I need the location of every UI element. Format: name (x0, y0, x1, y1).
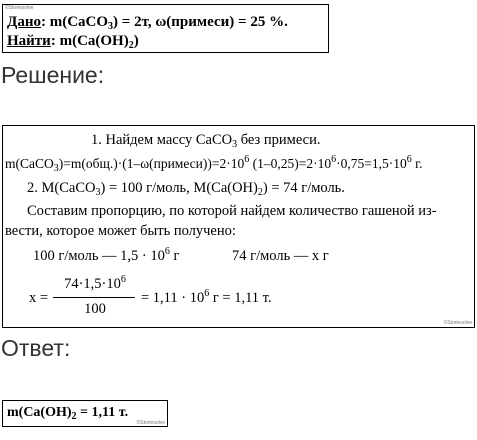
watermark-solution: ©Storiesolve (443, 320, 472, 326)
answer-box (2, 400, 168, 427)
solution-heading: Решение: (1, 62, 105, 88)
watermark-answer: ©Storiesolve (136, 420, 165, 426)
fraction-denominator: 100 (84, 301, 106, 317)
given-line: Дано: m(CaCO$_3$) = 2т, ω(примеси) = 25 %. (7, 14, 288, 32)
proportion-line-1: Составим пропорцию, по которой найдем количество гашеной из- (27, 203, 437, 219)
proportion-line-2: вести, которое может быть получено: (5, 223, 236, 239)
result: = $1,11 \cdot 10^6$ г = 1,11 т. (141, 288, 272, 306)
given-box (2, 4, 329, 53)
find-line: Найти: $m(Ca(OH)_2)$ (7, 33, 139, 51)
x-equals: x = (29, 290, 49, 306)
proportion-left: 100 г/моль — $1,5 \cdot 10^6$ г (33, 246, 180, 264)
given-label: Дано (7, 14, 41, 30)
proportion-right: 74 г/моль — x г (232, 248, 329, 264)
solution-box (2, 125, 475, 328)
step-1: 1. Найдем массу CaCO$_3$ без примеси. (91, 132, 321, 150)
step-2: 2. M(CaCO$_3$) = 100 г/моль, $M(Ca(OH)_2) = 74$ г/моль. (27, 180, 345, 198)
fraction-numerator: $74\cdot 1,5\cdot 10^6$ (64, 274, 126, 292)
watermark: ©Storiesolve (5, 5, 34, 11)
fraction-bar (53, 297, 135, 298)
answer-text: $m(Ca(OH)_2 = 1,11$ т. (7, 405, 129, 422)
mass-formula: $m(CaCO_3)=m(общ.)\cdot(1-\omega(примеси))=2\cdot 10^6$ $(1-0,25)=2\cdot 10^6\cdot 0,75=1,5\cdot 10^6$ г. (5, 154, 423, 174)
answer-heading: Ответ: (1, 335, 71, 361)
find-label: Найти (7, 33, 51, 49)
